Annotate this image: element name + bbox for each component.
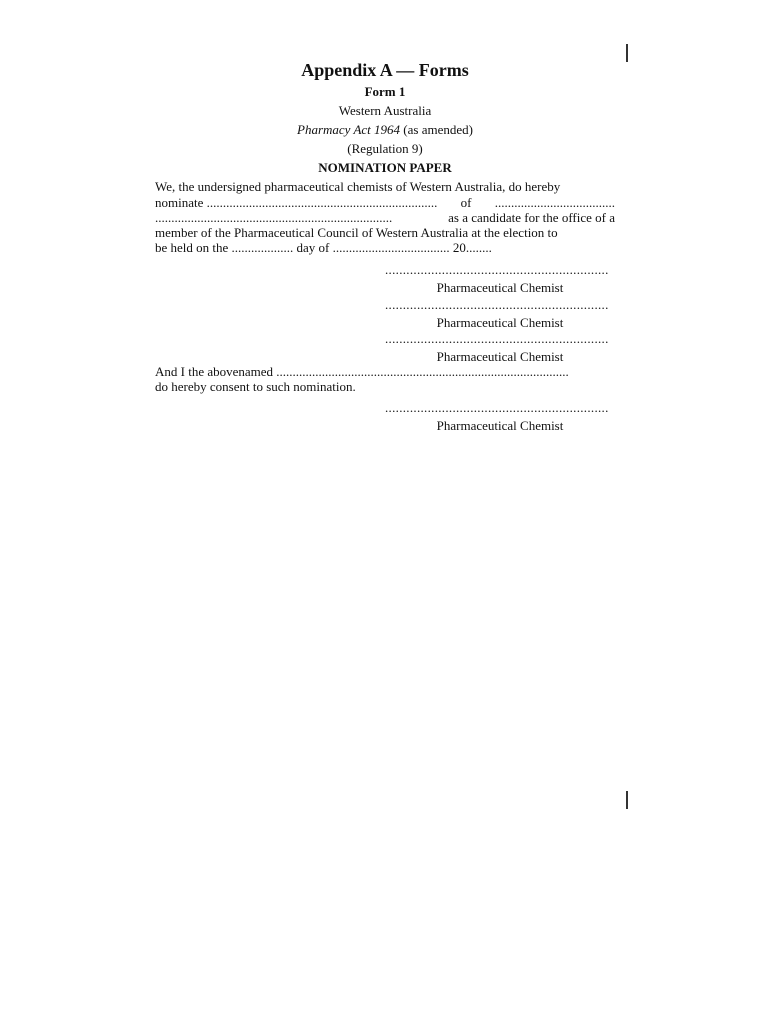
signature-label-2: Pharmaceutical Chemist — [436, 315, 564, 330]
candidate-office-text: as a candidate for the office of a — [448, 210, 615, 225]
nomination-paper-title: NOMINATION PAPER — [318, 160, 452, 175]
consent-text-line-1: And I the abovenamed .......................................................................................... — [155, 364, 569, 379]
act-suffix: (as amended) — [400, 122, 473, 137]
consent-signature-label: Pharmaceutical Chemist — [436, 418, 564, 433]
signature-label-1: Pharmaceutical Chemist — [436, 280, 564, 295]
nomination-text-line-1: We, the undersigned pharmaceutical chemists of Western Australia, do hereby — [155, 179, 561, 194]
nominee-address-blank: ..................................... — [494, 195, 615, 210]
nomination-text-line-4: member of the Pharmaceutical Council of Western Australia at the election to — [155, 225, 558, 240]
consent-signature-line: ............................................................... — [385, 400, 609, 415]
signature-line-2: ............................................................... — [385, 297, 609, 312]
signature-label-3: Pharmaceutical Chemist — [436, 349, 564, 364]
act-line — [155, 122, 615, 138]
election-date-line: be held on the ................... day of .................................... 20........ — [155, 240, 492, 255]
jurisdiction-line: Western Australia — [338, 103, 432, 118]
nomination-text-line-2 — [155, 195, 615, 211]
form-number: Form 1 — [364, 84, 406, 99]
nomination-text-line-3 — [155, 210, 615, 226]
appendix-heading: Appendix A — Forms — [301, 60, 469, 80]
consent-signature-block — [385, 400, 615, 434]
signature-block-2 — [385, 297, 615, 331]
signature-line-1: ............................................................... — [385, 262, 609, 277]
revision-change-bar-bottom — [626, 791, 628, 809]
regulation-line: (Regulation 9) — [347, 141, 423, 156]
revision-change-bar-top — [626, 44, 628, 62]
of-word: of — [460, 195, 472, 210]
consent-text-line-2: do hereby consent to such nomination. — [155, 379, 356, 394]
signature-line-3: ............................................................... — [385, 331, 609, 346]
signature-block-1 — [385, 262, 615, 296]
act-name: Pharmacy Act 1964 — [297, 122, 401, 137]
nominee-name-blank: nominate ....................................................................... — [155, 195, 438, 210]
nominee-address-blank-continued: ......................................................................... — [155, 210, 393, 225]
signature-block-3 — [385, 331, 615, 365]
